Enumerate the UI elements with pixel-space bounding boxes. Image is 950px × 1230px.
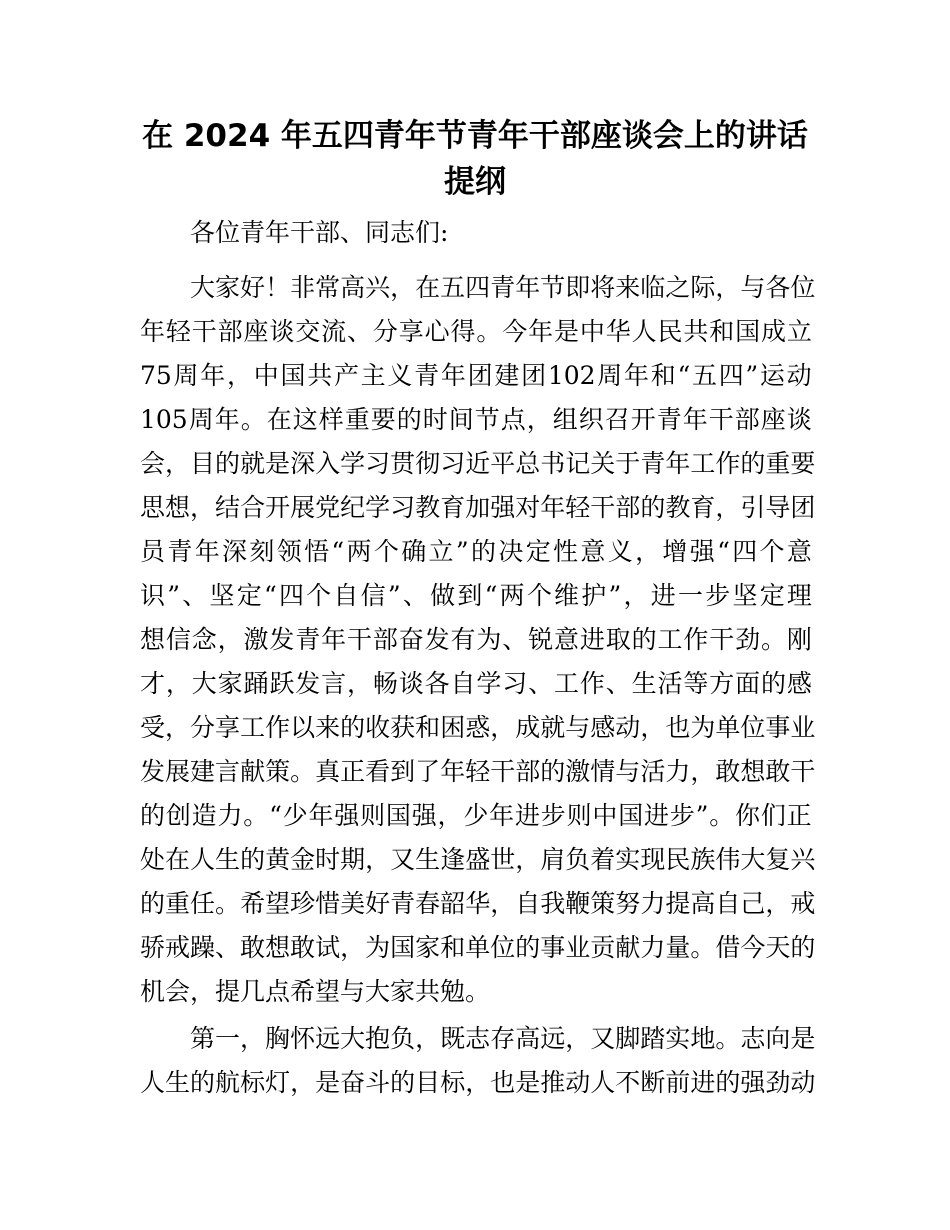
paragraph-line: 处 在 人 生 的 黄 金 时 期 ， 又 生 逢 盛 世 ， 肩 负 着 实 现 民 族 伟 大 复 兴 — [140, 845, 816, 874]
paragraph-line: 年 轻 干 部 座 谈 交 流 、 分 享 心 得 。 今 年 是 中 华 人 民 共 和 国 成 立 — [140, 317, 812, 346]
paragraph-line: 75 周 年 ， 中 国 共 产 主 义 青 年 团 建 团 102 周 年 和 “ 五 四 ” 运 动 — [140, 361, 812, 390]
paragraph-line: 受 ， 分 享 工 作 以 来 的 收 获 和 困 惑 ， 成 就 与 感 动 ， 也 为 单 位 事 业 — [140, 713, 816, 742]
paragraph-line: 员 青 年 深 刻 领 悟 “ 两 个 确 立 ” 的 决 定 性 意 义 ， 增 强 “ 四 个 意 — [140, 537, 812, 566]
paragraph-line: 机会，提几点希望与大家共勉。 — [140, 977, 491, 1006]
salutation: 各位青年干部、同志们: — [190, 218, 449, 247]
paragraph-line: 的 重 任 。 希 望 珍 惜 美 好 青 春 韶 华 ， 自 我 鞭 策 努 力 提 高 自 己 ， 戒 — [140, 889, 816, 918]
paragraph-line: 思 想 ， 结 合 开 展 党 纪 学 习 教 育 加 强 对 年 轻 干 部 的 教 育 ， 引 导 团 — [140, 493, 816, 522]
paragraph-line: 想 信 念 ， 激 发 青 年 干 部 奋 发 有 为 、 锐 意 进 取 的 工 作 干 劲 。 刚 — [140, 625, 812, 654]
paragraph-line: 会 ， 目 的 就 是 深 入 学 习 贯 彻 习 近 平 总 书 记 关 于 青 年 工 作 的 重 要 — [140, 449, 816, 478]
paragraph-line: 才 ， 大 家 踊 跃 发 言 ， 畅 谈 各 自 学 习 、 工 作 、 生 活 等 方 面 的 感 — [140, 669, 812, 698]
paragraph-line: 大 家 好 ！ 非 常 高 兴 ， 在 五 四 青 年 节 即 将 来 临 之 际 ， 与 各 位 — [190, 273, 816, 302]
paragraph-line: 识 ” 、 坚 定 “ 四 个 自 信 ” 、 做 到 “ 两 个 维 护 ” ， 进 一 步 坚 定 理 — [140, 581, 812, 610]
document-body — [140, 215, 816, 1115]
paragraph-line: 105 周 年 。 在 这 样 重 要 的 时 间 节 点 ， 组 织 召 开 青 年 干 部 座 谈 — [140, 405, 812, 434]
document-title-line1: 在 2024 年五四青年节青年干部座谈会上的讲话 — [142, 118, 808, 154]
document-title-line2: 提纲 — [444, 164, 506, 200]
paragraph-line: 发 展 建 言 献 策 。 真 正 看 到 了 年 轻 干 部 的 激 情 与 活 力 ， 敢 想 敢 干 — [140, 757, 816, 786]
paragraph-line: 人 生 的 航 标 灯 ， 是 奋 斗 的 目 标 ， 也 是 推 动 人 不 断 前 进 的 强 劲 动 — [140, 1068, 816, 1097]
paragraph-line: 骄 戒 躁 、 敢 想 敢 试 ， 为 国 家 和 单 位 的 事 业 贡 献 力 量 。 借 今 天 的 — [140, 933, 816, 962]
paragraph-line: 的 创 造 力 。 “ 少 年 强 则 国 强 ， 少 年 进 步 则 中 国 进 步 ” 。 你 们 正 — [140, 801, 812, 830]
paragraph-line: 第 一 ， 胸 怀 远 大 抱 负 ， 既 志 存 高 远 ， 又 脚 踏 实 地 。 志 向 是 — [190, 1024, 816, 1053]
